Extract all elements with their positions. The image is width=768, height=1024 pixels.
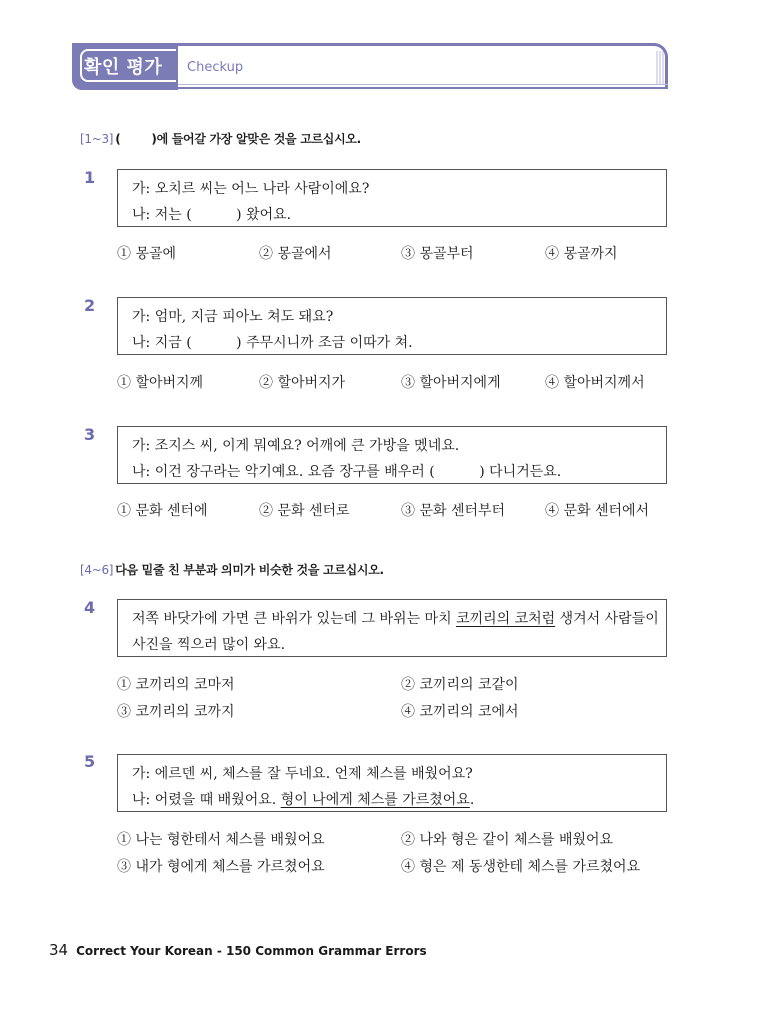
page-footer [49,941,427,959]
option-2[interactable]: ② 문화 센터로 [259,503,350,519]
option-1[interactable]: ① 코끼리의 코마저 [117,677,235,693]
instruction-text: 다음 밑줄 친 부분과 의미가 비슷한 것을 고르십시오. [115,563,384,577]
question-1-line-1: 가: 오치르 씨는 어느 나라 사람이에요? [132,181,370,197]
question-4-underlined-phrase: 코끼리의 코처럼 [456,611,556,627]
question-number-4: 4 [84,598,96,617]
question-3-line-1: 가: 조지스 씨, 이게 뭐예요? 어깨에 큰 가방을 멨네요. [132,438,460,454]
option-4[interactable]: ④ 할아버지께서 [545,375,645,391]
option-3[interactable]: ③ 내가 형에게 체스를 가르쳤어요 [117,859,325,875]
question-number-5: 5 [84,752,96,771]
question-3-box [117,426,667,484]
question-3-line-2: 나: 이건 장구라는 악기예요. 요즘 장구를 배우러 ( ) 다니거든요. [132,464,562,480]
question-5-text-post: . [469,792,475,808]
option-2[interactable]: ② 코끼리의 코같이 [401,677,519,693]
header-stripes-decoration [656,47,666,85]
page-number: 34 [49,941,69,959]
option-1[interactable]: ① 몽골에 [117,246,177,262]
header-tab [72,43,178,90]
option-1[interactable]: ① 할아버지께 [117,375,204,391]
header-title: 확인 평가 [84,57,163,78]
option-3[interactable]: ③ 할아버지에게 [401,375,501,391]
question-number-3: 3 [84,425,96,444]
question-4-text-post: 생겨서 사람들이 [555,611,659,627]
instruction-range: [1~3] [80,132,114,146]
question-1-line-2: 나: 저는 ( ) 왔어요. [132,207,292,223]
instruction-4-6 [80,561,384,578]
question-4-box [117,599,667,657]
question-5-line-1: 가: 에르덴 씨, 체스를 잘 두네요. 언제 체스를 배웠어요? [132,766,473,782]
question-2-box [117,297,667,355]
question-5-box [117,754,667,812]
instruction-range: [4~6] [80,563,114,577]
option-1[interactable]: ① 문화 센터에 [117,503,208,519]
option-3[interactable]: ③ 문화 센터부터 [401,503,506,519]
question-5-line-2 [132,787,652,813]
question-number-2: 2 [84,296,96,315]
instruction-text: ( )에 들어갈 가장 알맞은 것을 고르십시오. [115,132,361,146]
instruction-1-3 [80,130,361,147]
option-2[interactable]: ② 할아버지가 [259,375,346,391]
option-4[interactable]: ④ 문화 센터에서 [545,503,650,519]
option-3[interactable]: ③ 몽골부터 [401,246,474,262]
header-subtitle: Checkup [187,60,244,75]
header-bottom-rule [178,87,668,89]
option-4[interactable]: ④ 몽골까지 [545,246,618,262]
question-2-line-1: 가: 엄마, 지금 피아노 쳐도 돼요? [132,309,334,325]
question-1-box [117,169,667,227]
header-bottom-thin-rule [178,84,668,85]
option-2[interactable]: ② 몽골에서 [259,246,332,262]
book-title: Correct Your Korean - 150 Common Grammar Errors [76,944,427,958]
question-5-underlined-phrase: 형이 나에게 체스를 가르쳤어요 [280,792,470,808]
question-2-line-2: 나: 지금 ( ) 주무시니까 조금 이따가 쳐. [132,335,413,351]
option-4[interactable]: ④ 형은 제 동생한테 체스를 가르쳤어요 [401,859,641,875]
option-3[interactable]: ③ 코끼리의 코까지 [117,704,235,720]
section-header [72,43,668,91]
question-4-line-2: 사진을 찍으러 많이 와요. [132,637,286,653]
question-number-1: 1 [84,168,96,187]
option-2[interactable]: ② 나와 형은 같이 체스를 배웠어요 [401,832,614,848]
option-4[interactable]: ④ 코끼리의 코에서 [401,704,519,720]
option-1[interactable]: ① 나는 형한테서 체스를 배웠어요 [117,832,325,848]
question-4-text-pre: 저쪽 바닷가에 가면 큰 바위가 있는데 그 바위는 마치 [132,611,457,627]
question-5-text-pre: 나: 어렸을 때 배웠어요. [132,792,281,808]
question-4-line-1 [132,606,659,632]
